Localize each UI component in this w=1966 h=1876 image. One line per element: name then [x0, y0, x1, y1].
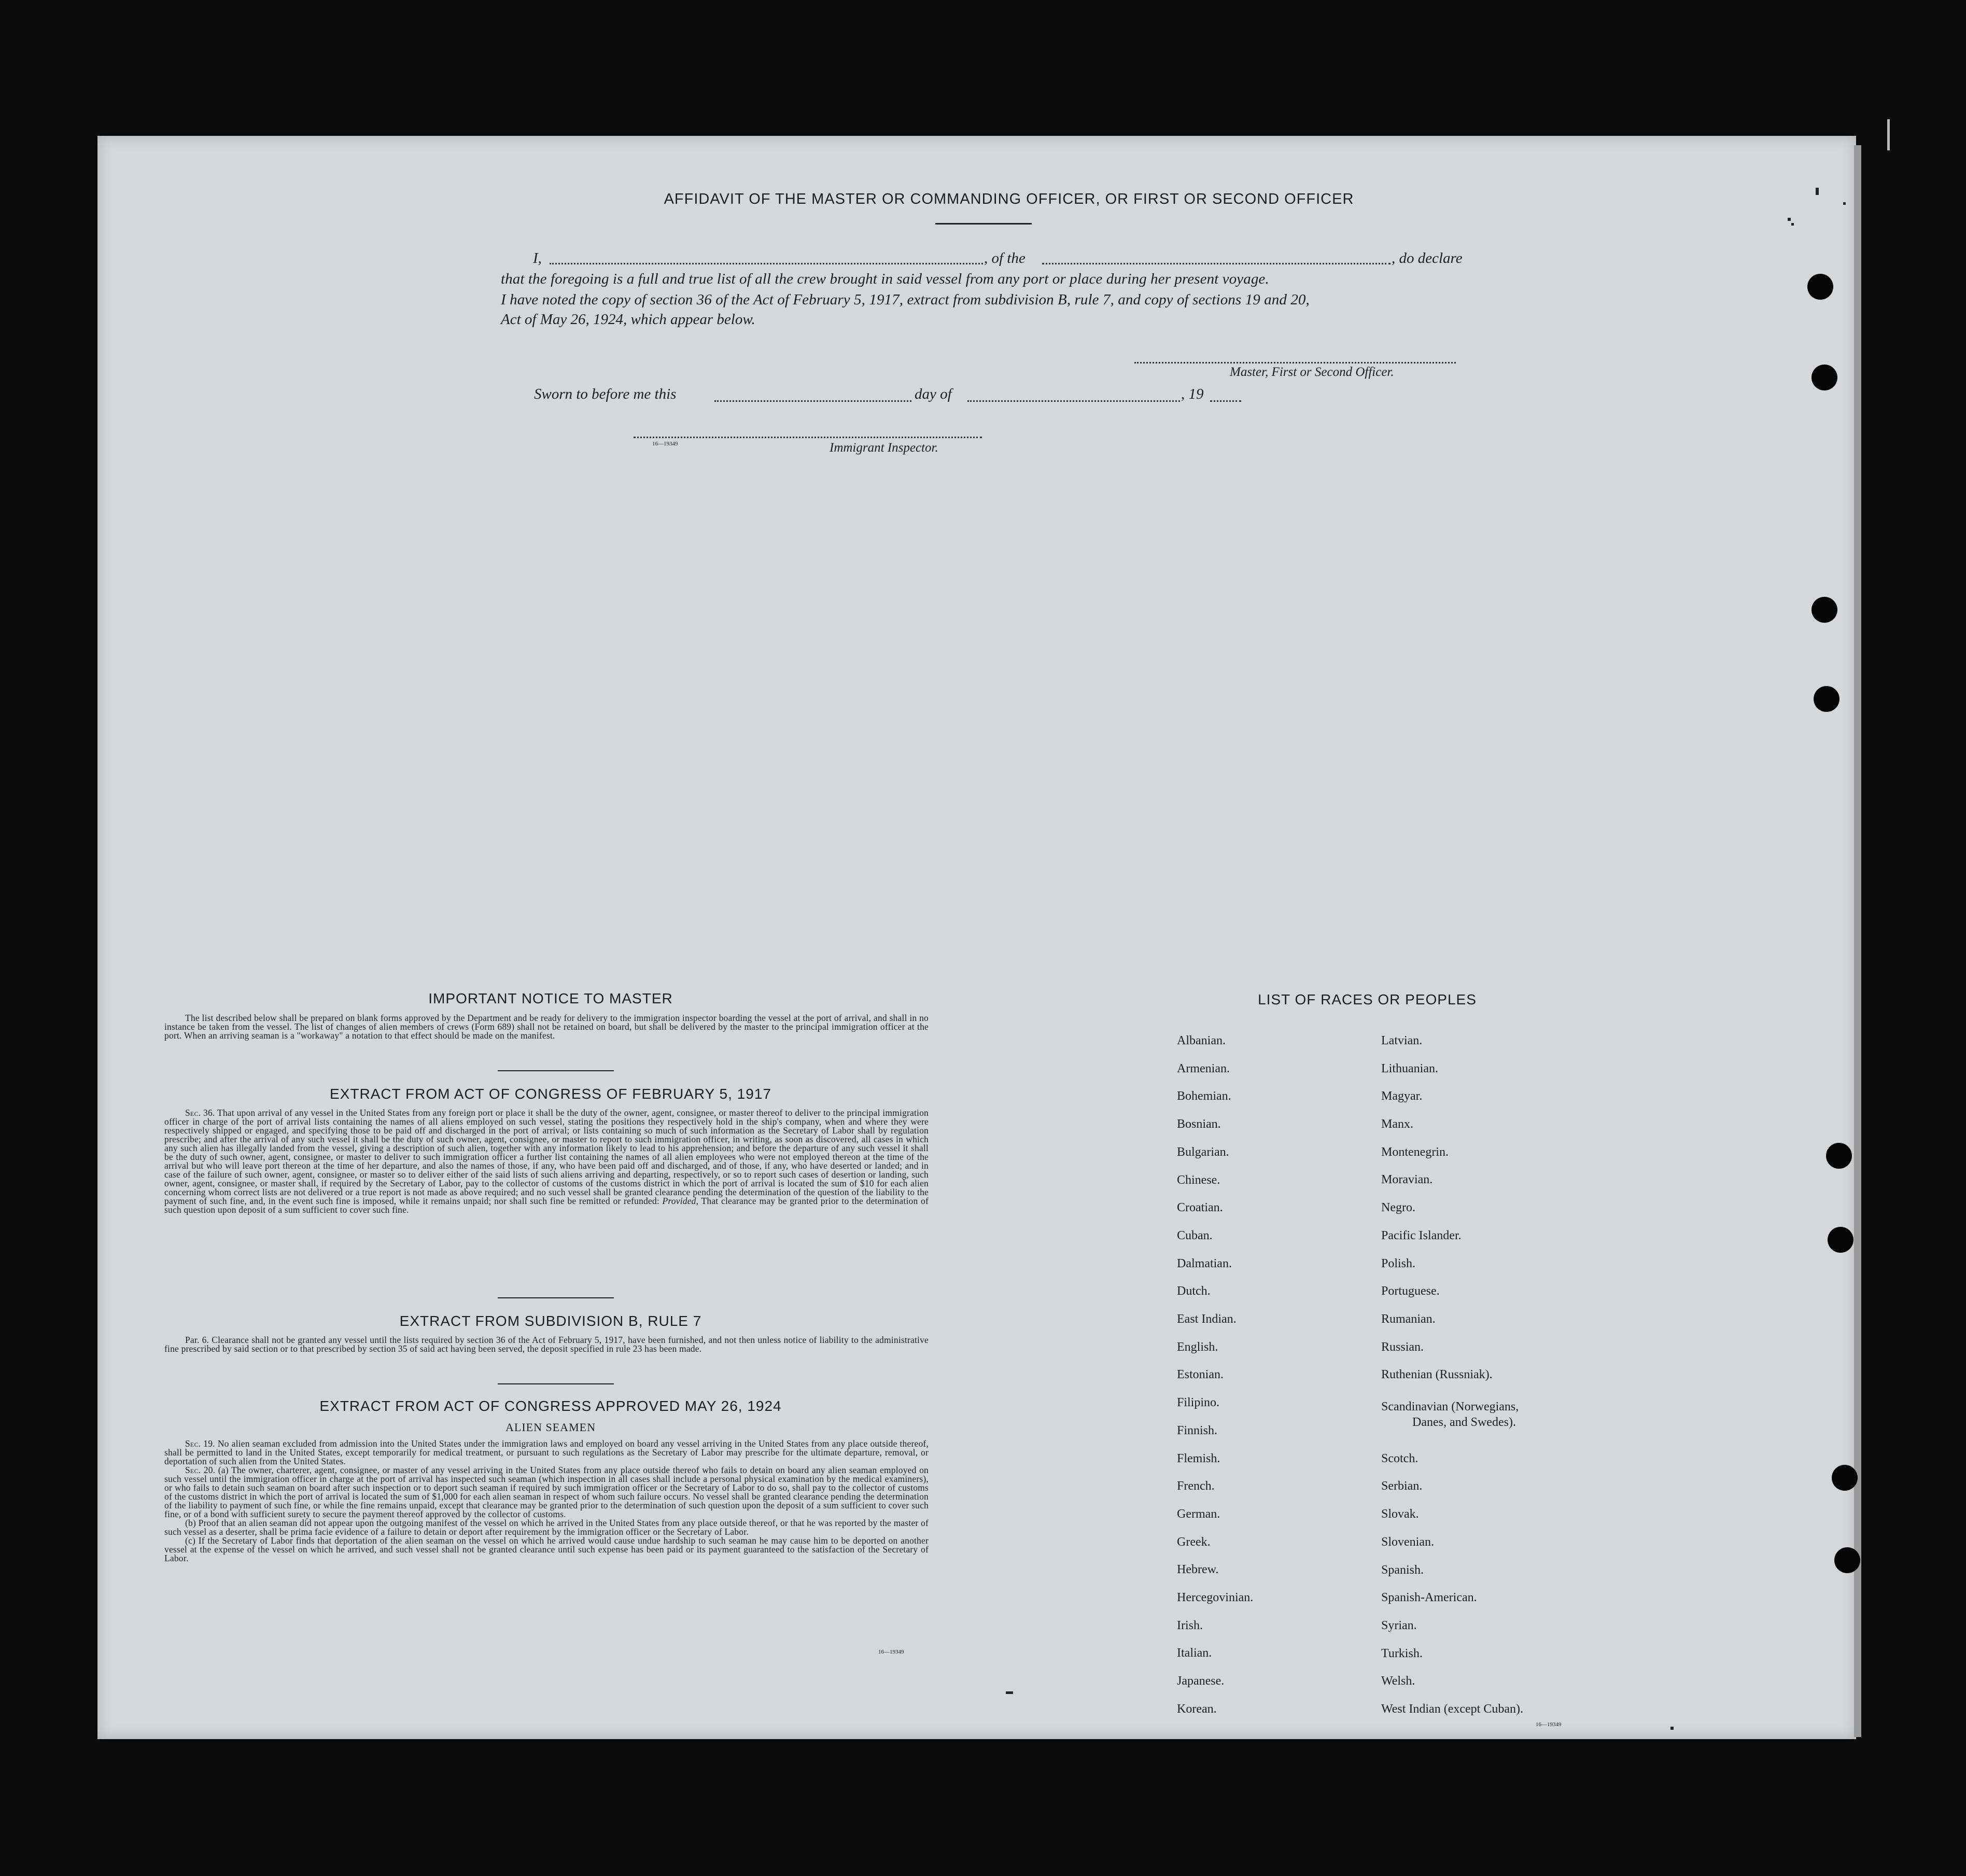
- sworn-day-field[interactable]: [714, 400, 911, 402]
- declaration-line-3: I have noted the copy of section 36 of the Act of February 5, 1917, extract from subdivision B, rule 7, and copy of sections 19 and 20,: [501, 291, 1310, 308]
- alien-seamen-subtitle: ALIEN SEAMEN: [505, 1421, 596, 1434]
- speck: [1006, 1691, 1013, 1694]
- vessel-field[interactable]: [1042, 263, 1391, 264]
- notice-text: [164, 1014, 929, 1040]
- sec-20b-text: (b) Proof that an alien seaman did not appear upon the outgoing manifest of the vessel on which he arrived in the United States from any place outside thereof, or that he was reported by the master of such vessel as a deserter, shall be prima facie evidence of a failure to detain or deport after requirement by the immigration officer or the Secretary of Labor.: [164, 1518, 929, 1537]
- sec-20c-text: (c) If the Secretary of Labor finds that deportation of the alien seaman on the vessel on which he arrived would cause undue hardship to such seaman he may cause him to be deported on another vessel at the expense of the vessel on which he arrived, and such vessel shall not be granted clearance until such expense has been paid or its payment guaranteed to the satisfaction of the Secretary of Labor.: [164, 1535, 929, 1563]
- race-item: Bulgarian.: [1177, 1145, 1229, 1159]
- declaration-do-declare: , do declare: [1392, 250, 1463, 267]
- race-item: Welsh.: [1381, 1674, 1415, 1688]
- master-signature-label: Master, First or Second Officer.: [1230, 365, 1394, 379]
- race-item: English.: [1177, 1340, 1218, 1354]
- sec-19-text: No alien seaman excluded from admission into the United States under the immigration laws and employed on board any vessel arriving in the United States from any place outside thereof, shall be permitted to land in the United States, except temporarily for medical treatment, or pursuant to such regulations as the Secretary of Labor may prescribe for the ultimate departure, removal, or deportation of such alien from the United States.: [164, 1438, 929, 1466]
- race-item: Manx.: [1381, 1117, 1413, 1131]
- race-item: Albanian.: [1177, 1034, 1226, 1047]
- race-item: Bohemian.: [1177, 1089, 1231, 1103]
- speck: [1670, 1727, 1674, 1730]
- race-item: Turkish.: [1381, 1647, 1423, 1660]
- inspector-label: Immigrant Inspector.: [830, 441, 938, 455]
- race-item: Finnish.: [1177, 1424, 1218, 1437]
- race-item: Slovenian.: [1381, 1535, 1434, 1549]
- declaration-of-the: , of the: [984, 250, 1026, 267]
- race-item: Spanish.: [1381, 1563, 1424, 1577]
- form-number: 16—19349: [878, 1649, 904, 1655]
- speck: [1791, 223, 1794, 226]
- race-item: Scotch.: [1381, 1452, 1419, 1465]
- sec-20-label: Sec. 20.: [185, 1465, 216, 1475]
- extract-1924-title: EXTRACT FROM ACT OF CONGRESS APPROVED MAY 26, 1924: [319, 1398, 782, 1414]
- race-item: Filipino.: [1177, 1396, 1220, 1409]
- race-item: Portuguese.: [1381, 1284, 1440, 1298]
- race-item: Lithuanian.: [1381, 1062, 1438, 1075]
- race-item: Rumanian.: [1381, 1312, 1436, 1326]
- race-item: Scandinavian (Norwegians,: [1381, 1400, 1519, 1413]
- race-item: Dutch.: [1177, 1284, 1211, 1298]
- race-item: Estonian.: [1177, 1368, 1224, 1381]
- race-item: Latvian.: [1381, 1034, 1423, 1047]
- race-item: Croatian.: [1177, 1201, 1223, 1214]
- sworn-year-field[interactable]: [1210, 400, 1241, 402]
- race-item: Japanese.: [1177, 1674, 1225, 1688]
- speck: [1788, 218, 1791, 221]
- race-item: Magyar.: [1381, 1089, 1423, 1103]
- sec-36-label: Sec. 36.: [185, 1108, 215, 1118]
- race-item: Pacific Islander.: [1381, 1229, 1462, 1242]
- race-item: Ruthenian (Russniak).: [1381, 1368, 1493, 1381]
- race-item: French.: [1177, 1479, 1215, 1493]
- race-item: Dalmatian.: [1177, 1257, 1232, 1270]
- sec-20a-text: (a) The owner, charterer, agent, consignee, or master of any vessel arriving in the United States from any place outside thereof who fails to detain on board any alien seaman employed on such vessel until the immigration officer in charge at the port of arrival has inspected such seaman (which inspection in all cases shall include a personal physical examination by the medical examiners), or who fails to detain such seaman on board after such inspection or to deport such seaman if required by such immigration officer or the Secretary of Labor to do so, shall pay to the collector of customs of the customs district in which the port of arrival is located the sum of $1,000 for each alien seaman in respect of whom such failure occurs. No vessel shall be granted clearance pending the determination of the liability to payment of such fine, or while the fine remains unpaid, except that clearance may be granted prior to the determination of such question upon the deposit of a sum sufficient to cover such fine, or of a bond with sufficient surety to secure the payment thereof approved by the collector of customs.: [164, 1465, 929, 1519]
- declaration-line-2: that the foregoing is a full and true list of all the crew brought in said vessel from any port or place during her present voyage.: [501, 271, 1269, 287]
- extract-rule7-title: EXTRACT FROM SUBDIVISION B, RULE 7: [399, 1313, 702, 1329]
- page-edge-shadow: [1854, 145, 1861, 1737]
- sec-36-text: That upon arrival of any vessel in the United States from any foreign port or place it shall be the duty of the owner, agent, consignee, or master thereof to deliver to the principal immigration officer in charge of the port of arrival lists containing the names of all aliens employed on such vessel, stating the positions they respectively hold in the ship's company, when and where they were respectively shipped or engaged, and specifying those to be paid off and discharged in the port of arrival; or lists containing so much of such information as the Secretary of Labor shall by regulation prescribe; and after the arrival of any such vessel it shall be the duty of such owner, agent, consignee, or master to report to such immigration officer, in writing, as soon as discovered, all cases in which any such alien has illegally landed from the vessel, giving a description of such alien, together with any information likely to lead to his apprehension; and before the departure of any such vessel it shall be the duty of such owner, agent, consignee, or master to deliver to such immigration officer a further list containing the names of all alien employees who were not employed thereon at the time of the arrival but who will leave port thereon at the time of her departure, and also the names of those, if any, who have been paid off and discharged, and of those, if any, who have deserted or landed; and in case of the failure of such owner, agent, consignee, or master so to deliver either of the said lists of such aliens arriving and departing, respectively, or so to report such cases of desertion or landing, such owner, agent, consignee, or master shall, if required by the Secretary of Labor, pay to the collector of customs of the customs district in which the port of arrival is located the sum of $10 for each alien concerning whom correct lists are not delivered or a true report is not made as above required; and no such vessel shall be granted clearance pending the determination of the question of the liability to the payment of such fine, and, in the event such fine is imposed, while it remains unpaid; nor shall such fine be remitted or refunded:: [164, 1108, 929, 1206]
- extract-1917-text: [164, 1109, 929, 1214]
- affidavit-title: AFFIDAVIT OF THE MASTER OR COMMANDING OFFICER, OR FIRST OR SECOND OFFICER: [664, 191, 1354, 207]
- extract-1917-title: EXTRACT FROM ACT OF CONGRESS OF FEBRUARY 5, 1917: [330, 1086, 771, 1102]
- race-item: West Indian (except Cuban).: [1381, 1702, 1523, 1716]
- race-item: German.: [1177, 1507, 1220, 1521]
- race-item: Syrian.: [1381, 1619, 1417, 1632]
- sec-19-label: Sec. 19.: [185, 1438, 215, 1449]
- punch-hole: [1814, 686, 1839, 712]
- notice-paragraph: The list described below shall be prepared on blank forms approved by the Department and be ready for delivery to the immigration inspector boarding the vessel at the port of arrival, and shall in no instance be taken from the vessel. The list of changes of alien members of crews (Form 689) shall not be retained on board, but shall be delivered by the master to the principal immigration officer at the port. When an arriving seaman is a "workaway" a notation to that effect should be made on the manifest.: [164, 1013, 929, 1041]
- declaration-i: I,: [533, 250, 542, 267]
- inspector-signature-field[interactable]: [634, 437, 982, 438]
- race-item: Hebrew.: [1177, 1563, 1219, 1576]
- master-signature-field[interactable]: [1134, 362, 1456, 363]
- rule7-paragraph: Par. 6. Clearance shall not be granted any vessel until the lists required by section 36 of the Act of February 5, 1917, have been furnished, and not then unless notice of liability to the administrative fine prescribed by said section or to that prescribed by section 35 of said act having been served, the deposit specified in rule 23 has been made.: [164, 1335, 929, 1354]
- races-title: LIST OF RACES OR PEOPLES: [1258, 991, 1477, 1007]
- race-item: Serbian.: [1381, 1479, 1423, 1493]
- race-item: Danes, and Swedes).: [1412, 1416, 1516, 1429]
- speck: [1887, 119, 1890, 150]
- race-item: Spanish-American.: [1381, 1591, 1477, 1604]
- race-item: Korean.: [1177, 1702, 1217, 1716]
- provided-label: Provided,: [662, 1196, 699, 1206]
- punch-hole: [1811, 365, 1837, 390]
- race-item: Chinese.: [1177, 1173, 1220, 1187]
- race-item: Armenian.: [1177, 1062, 1230, 1075]
- sworn-month-field[interactable]: [967, 400, 1180, 402]
- punch-hole: [1826, 1143, 1852, 1169]
- punch-hole: [1828, 1227, 1853, 1253]
- race-item: Slovak.: [1381, 1507, 1419, 1521]
- race-item: Cuban.: [1177, 1229, 1213, 1242]
- race-item: Montenegrin.: [1381, 1145, 1449, 1159]
- punch-hole: [1807, 274, 1833, 300]
- race-item: Irish.: [1177, 1619, 1203, 1632]
- sworn-prefix: Sworn to before me this: [534, 386, 677, 402]
- title-underline: [935, 223, 1032, 225]
- punch-hole: [1832, 1465, 1858, 1491]
- form-number: 16—19349: [1536, 1721, 1562, 1728]
- form-number: 16—19349: [652, 441, 678, 447]
- race-item: Italian.: [1177, 1646, 1212, 1660]
- section-divider: [498, 1297, 614, 1298]
- extract-1924-text: [164, 1439, 929, 1563]
- race-item: Polish.: [1381, 1257, 1416, 1270]
- race-item: Bosnian.: [1177, 1117, 1221, 1131]
- section-divider: [498, 1383, 614, 1384]
- race-item: Negro.: [1381, 1201, 1415, 1214]
- race-item: Hercegovinian.: [1177, 1591, 1254, 1604]
- sworn-year: , 19: [1181, 386, 1204, 402]
- punch-hole: [1811, 597, 1837, 623]
- sworn-day-of: day of: [915, 386, 952, 402]
- race-item: Greek.: [1177, 1535, 1211, 1549]
- sec-36-text-end: That clearance may be granted prior to the determination of such question upon deposit of a sum sufficient to cover such fine.: [164, 1196, 929, 1215]
- declaration-line-4: Act of May 26, 1924, which appear below.: [501, 311, 755, 328]
- extract-rule7-text: [164, 1336, 929, 1353]
- name-field[interactable]: [550, 263, 983, 264]
- notice-title: IMPORTANT NOTICE TO MASTER: [428, 990, 673, 1006]
- race-item: Russian.: [1381, 1340, 1424, 1354]
- race-item: East Indian.: [1177, 1312, 1237, 1326]
- race-item: Moravian.: [1381, 1173, 1433, 1186]
- race-item: Flemish.: [1177, 1452, 1220, 1465]
- section-divider: [498, 1070, 614, 1071]
- punch-hole: [1834, 1547, 1860, 1573]
